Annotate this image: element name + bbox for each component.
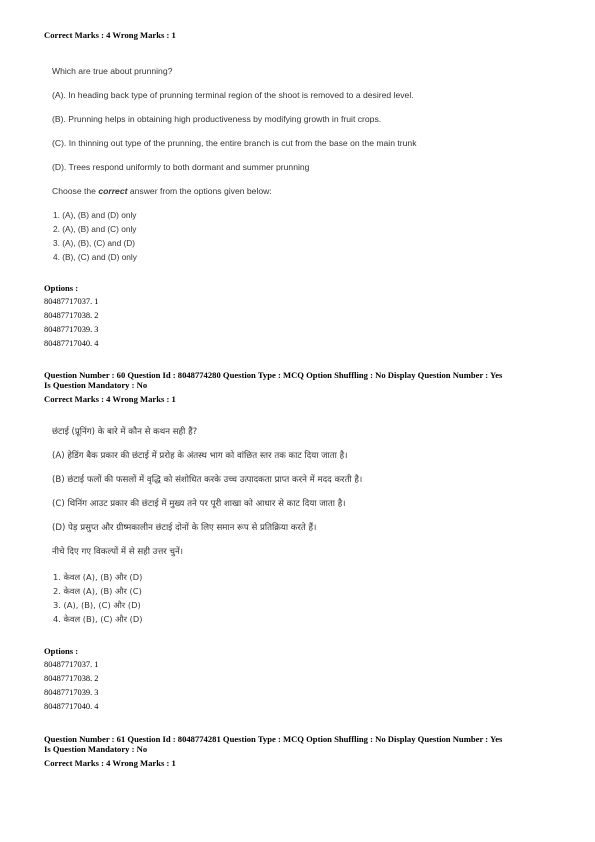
choose-emphasis: correct bbox=[98, 186, 128, 196]
marks-line-q61: Correct Marks : 4 Wrong Marks : 1 bbox=[44, 758, 176, 768]
statement-a-q59: (A). In heading back type of prunning terminal region of the shoot is removed to a desired level. bbox=[52, 90, 414, 100]
choose-prefix: Choose the bbox=[52, 186, 99, 196]
answer-option-4-q59: 4. (B), (C) and (D) only bbox=[53, 252, 137, 262]
statement-d-q60: (D) पेड़ प्रसुप्त और ग्रीष्मकालीन छंटाई दोनों के लिए समान रूप से प्रतिक्रिया करते हैं। bbox=[52, 523, 317, 533]
statement-a-q60: (A) हेडिंग बैक प्रकार की छंटाई में प्ररोह के अंतस्थ भाग को वांछित स्तर तक काट दिया जाता है। bbox=[52, 451, 348, 461]
choose-suffix: answer from the options given below: bbox=[127, 186, 272, 196]
statement-d-q59: (D). Trees respond uniformly to both dormant and summer prunning bbox=[52, 162, 310, 172]
answer-option-1-q59: 1. (A), (B) and (D) only bbox=[53, 210, 137, 220]
question-header-line2: Is Question Mandatory : No bbox=[44, 380, 148, 390]
question-header-line2: Is Question Mandatory : No bbox=[44, 744, 148, 754]
answer-option-2-q59: 2. (A), (B) and (C) only bbox=[53, 224, 137, 234]
option-id-4-q60: 80487717040. 4 bbox=[44, 702, 99, 711]
options-label-q60: Options : bbox=[44, 646, 79, 656]
statement-c-q59: (C). In thinning out type of the prunning, the entire branch is cut from the base on the main trunk bbox=[52, 138, 417, 148]
statement-c-q60: (C) थिनिंग आउट प्रकार की छंटाई में मुख्य तने पर पूरी शाखा को आधार से काट दिया जाता है। bbox=[52, 499, 346, 509]
option-id-3-q60: 80487717039. 3 bbox=[44, 688, 99, 697]
choose-instruction-q60: नीचे दिए गए विकल्पों में से सही उत्तर चुनें। bbox=[52, 547, 184, 557]
marks-line-q59: Correct Marks : 4 Wrong Marks : 1 bbox=[44, 30, 176, 40]
options-label-q59: Options : bbox=[44, 283, 79, 293]
option-id-1-q59: 80487717037. 1 bbox=[44, 297, 99, 306]
answer-option-3-q60: 3. (A), (B), (C) और (D) bbox=[53, 600, 141, 610]
choose-instruction-q59 bbox=[52, 186, 552, 197]
option-id-2-q60: 80487717038. 2 bbox=[44, 674, 99, 683]
answer-option-4-q60: 4. केवल (B), (C) और (D) bbox=[53, 614, 143, 624]
question-stem-q59: Which are true about prunning? bbox=[52, 66, 173, 76]
answer-option-1-q60: 1. केवल (A), (B) और (D) bbox=[53, 572, 143, 582]
option-id-3-q59: 80487717039. 3 bbox=[44, 325, 99, 334]
answer-option-3-q59: 3. (A), (B), (C) and (D) bbox=[53, 238, 136, 248]
question-header-q61 bbox=[44, 734, 564, 754]
statement-b-q59: (B). Prunning helps in obtaining high productiveness by modifying growth in fruit crops. bbox=[52, 114, 382, 124]
question-header-line1: Question Number : 61 Question Id : 8048774281 Question Type : MCQ Option Shuffling : No Display Question Number : Yes bbox=[44, 734, 503, 744]
question-header-line1: Question Number : 60 Question Id : 8048774280 Question Type : MCQ Option Shuffling : No Display Question Number : Yes bbox=[44, 370, 503, 380]
marks-line-q60: Correct Marks : 4 Wrong Marks : 1 bbox=[44, 394, 176, 404]
option-id-4-q59: 80487717040. 4 bbox=[44, 339, 99, 348]
question-header-q60 bbox=[44, 370, 564, 390]
answer-option-2-q60: 2. केवल (A), (B) और (C) bbox=[53, 586, 142, 596]
question-stem-q60: छंटाई (प्रूनिंग) के बारे में कौन से कथन सही हैं? bbox=[52, 427, 198, 437]
option-id-2-q59: 80487717038. 2 bbox=[44, 311, 99, 320]
statement-b-q60: (B) छंटाई फलों की फसलों में वृद्धि को संशोधित करके उच्च उत्पादकता प्राप्त करने में मदद करती है। bbox=[52, 475, 363, 485]
option-id-1-q60: 80487717037. 1 bbox=[44, 660, 99, 669]
